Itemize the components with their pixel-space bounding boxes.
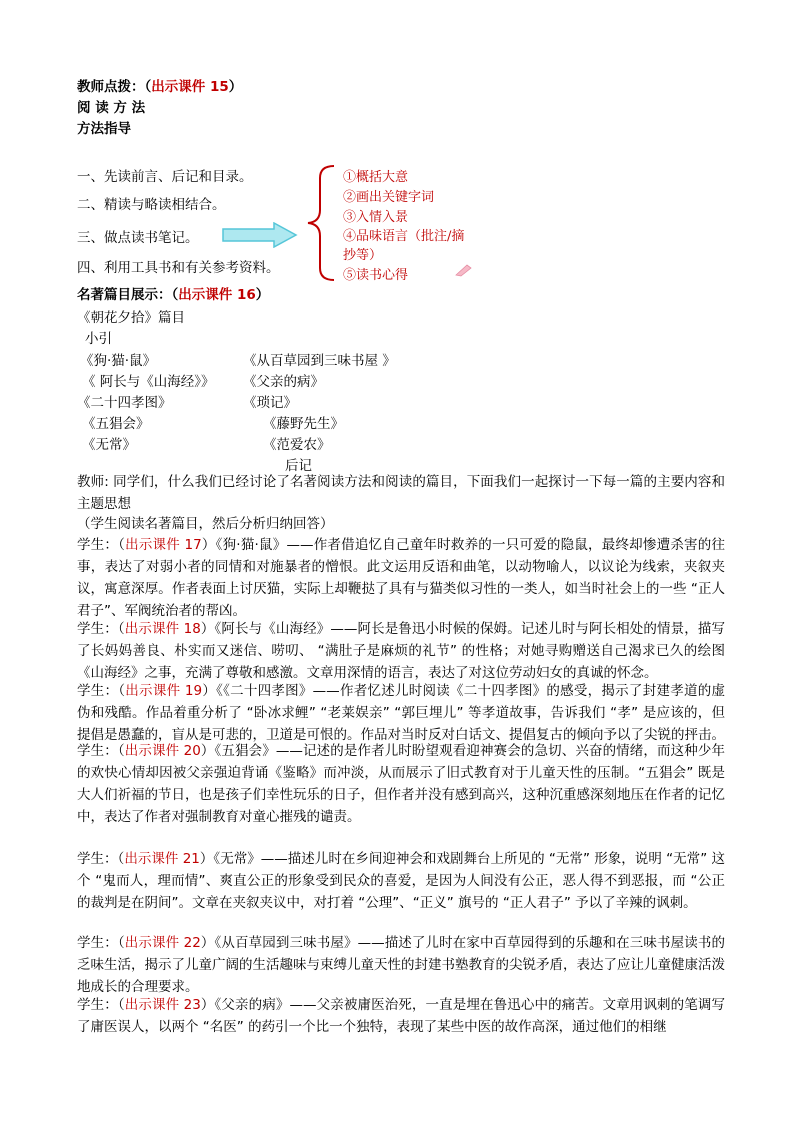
courseware-label: 出示课件 19 <box>125 683 203 699</box>
toc-entry: 《父亲的病》 <box>243 374 324 390</box>
courseware-label: 出示课件 20 <box>124 743 201 759</box>
student-answer: 学生：（出示课件 22）《从百草园到三味书屋》——描述了儿时在家中百草园得到的乐趣和在三味书屋读书的乏味生活，揭示了儿童广阔的生活趣味与束缚儿童天性的封建书塾教育的尖锐矛盾，表达了应让儿童健康活泼地成长的合理要求。 <box>77 935 726 995</box>
toc-entry: 《狗·猫·鼠》 <box>80 353 157 369</box>
courseware-label: 出示课件 17 <box>125 537 202 553</box>
teacher-paragraph: 教师: 同学们，什么我们已经讨论了名著阅读方法和阅读的篇目，下面我们一起探讨一下每一篇的主要内容和主题思想 <box>77 474 725 512</box>
step-item: ④品味语言（批注/摘 <box>343 229 465 244</box>
toc-entry: 《二十四孝图》 <box>77 395 172 411</box>
reading-methods-title: 阅 读 方 法 <box>77 100 146 116</box>
book-title: 《朝花夕拾》篇目 <box>77 310 185 326</box>
toc-entry: 《 阿长与《山海经》》 <box>82 374 215 390</box>
toc-entry: 《无常》 <box>82 437 136 453</box>
courseware-16-label: 出示课件 16 <box>178 287 256 303</box>
step-item: ⑤读书心得 <box>343 268 409 283</box>
toc-entry: 《五猖会》 <box>82 416 150 432</box>
student-answer: 学生：（出示课件 23）《父亲的病》——父亲被庸医治死，一直是埋在鲁迅心中的痛苦。文章用讽刺的笔调写了庸医误人，以两个 “名医” 的药引一个比一个独特，表现了某些中医的故作高深，通过他们的相继 <box>77 997 726 1035</box>
student-answer: 学生：（出示课件 17）《狗·猫·鼠》——作者借追忆自己童年时救养的一只可爱的隐鼠，最终却惨遭杀害的往事，表达了对弱小者的同情和对施暴者的憎恨。此文运用反语和曲笔，以动物喻人，以议论为线索，夹叙夹议，寓意深厚。作者表面上讨厌猫，实际上却鞭挞了具有与猫类似习性的一类人，如当时社会上的一些 “正人君子”、军阀统治者的帮凶。 <box>77 537 725 619</box>
right-arrow-icon <box>222 222 298 248</box>
courseware-label: 出示课件 21 <box>124 851 200 867</box>
brace-icon <box>300 164 340 282</box>
courseware-label: 出示课件 23 <box>124 997 201 1013</box>
student-answer: 学生：（出示课件 19）《《二十四孝图》——作者忆述儿时阅读《二十四孝图》的感受，揭示了封建孝道的虚伪和残酷。作品着重分析了 “卧冰求鲤” “老莱娱亲” “郭巨埋儿” 等孝道故事，告诉我们 “孝” 是应该的，但提倡是愚蠢的，盲从是可悲的，卫道是可恨的。作品对当时反对白话文、提倡复古的倾向予以了尖锐的抨击。 <box>77 683 725 743</box>
method-item: 三、做点读书笔记。 <box>77 230 199 246</box>
method-item: 四、利用工具书和有关参考资料。 <box>77 260 280 276</box>
toc-entry: 《琐记》 <box>243 395 297 411</box>
pencil-icon <box>455 263 473 277</box>
toc-heading: 名著篇目展示：（出示课件 16） <box>77 287 270 303</box>
courseware-label: 出示课件 18 <box>124 621 201 637</box>
student-answer: 学生：（出示课件 21）《无常》——描述儿时在乡间迎神会和戏剧舞台上所见的 “无常” 形象，说明 “无常” 这个 “鬼而人，理而情”、爽直公正的形象受到民众的喜爱，是因为人间没有公正，恶人得不到恶报，而 “公正的裁判是在阴间”。文章在夹叙夹议中，对打着 “公理”、“正义” 旗号的 “正人君子” 予以了辛辣的讽刺。 <box>77 851 725 911</box>
step-item: ②画出关键字词 <box>343 190 435 205</box>
toc-entry: 《从百草园到三味书屋 》 <box>243 353 396 369</box>
courseware-15-label: 出示课件 15 <box>151 79 229 95</box>
toc-entry: 小引 <box>85 331 112 347</box>
toc-entry: 《范爱农》 <box>263 437 331 453</box>
method-guidance-title: 方法指导 <box>77 121 131 137</box>
student-answer: 学生：（出示课件 20）《五猖会》——记述的是作者儿时盼望观看迎神赛会的急切、兴奋的情绪，而这种少年的欢快心情却因被父亲强迫背诵《鉴略》而冲淡，从而展示了旧式教育对于儿童天性的压制。“五猖会” 既是大人们祈福的节日，也是孩子们幸性玩乐的日子，但作者并没有感到高兴，这种沉重感深刻地压在作者的记忆中，表达了作者对强制教育对童心摧残的谴责。 <box>77 743 726 825</box>
step-item: ③入情入景 <box>343 210 409 225</box>
teacher-note: 教师点拨：（出示课件 15） <box>77 79 243 95</box>
step-item: ①概括大意 <box>343 170 409 185</box>
step-item: 抄等） <box>343 248 383 263</box>
courseware-label: 出示课件 22 <box>124 935 201 951</box>
toc-entry: 后记 <box>285 458 312 474</box>
student-answer: 学生：（出示课件 18）《阿长与《山海经》——阿长是鲁迅小时候的保姆。记述儿时与阿长相处的情景，描写了长妈妈善良、朴实而又迷信、唠叨、 “满肚子是麻烦的礼节” 的性格；对她寻购赠送自己渴求已久的绘图《山海经》之事，充满了尊敬和感激。文章用深情的语言，表达了对这位劳动妇女的真诚的怀念。 <box>77 621 726 681</box>
method-item: 二、精读与略读相结合。 <box>77 197 226 213</box>
student-instruction: （学生阅读名著篇目，然后分析归纳回答） <box>77 516 334 532</box>
method-item: 一、先读前言、后记和目录。 <box>77 169 253 185</box>
toc-entry: 《藤野先生》 <box>263 416 344 432</box>
